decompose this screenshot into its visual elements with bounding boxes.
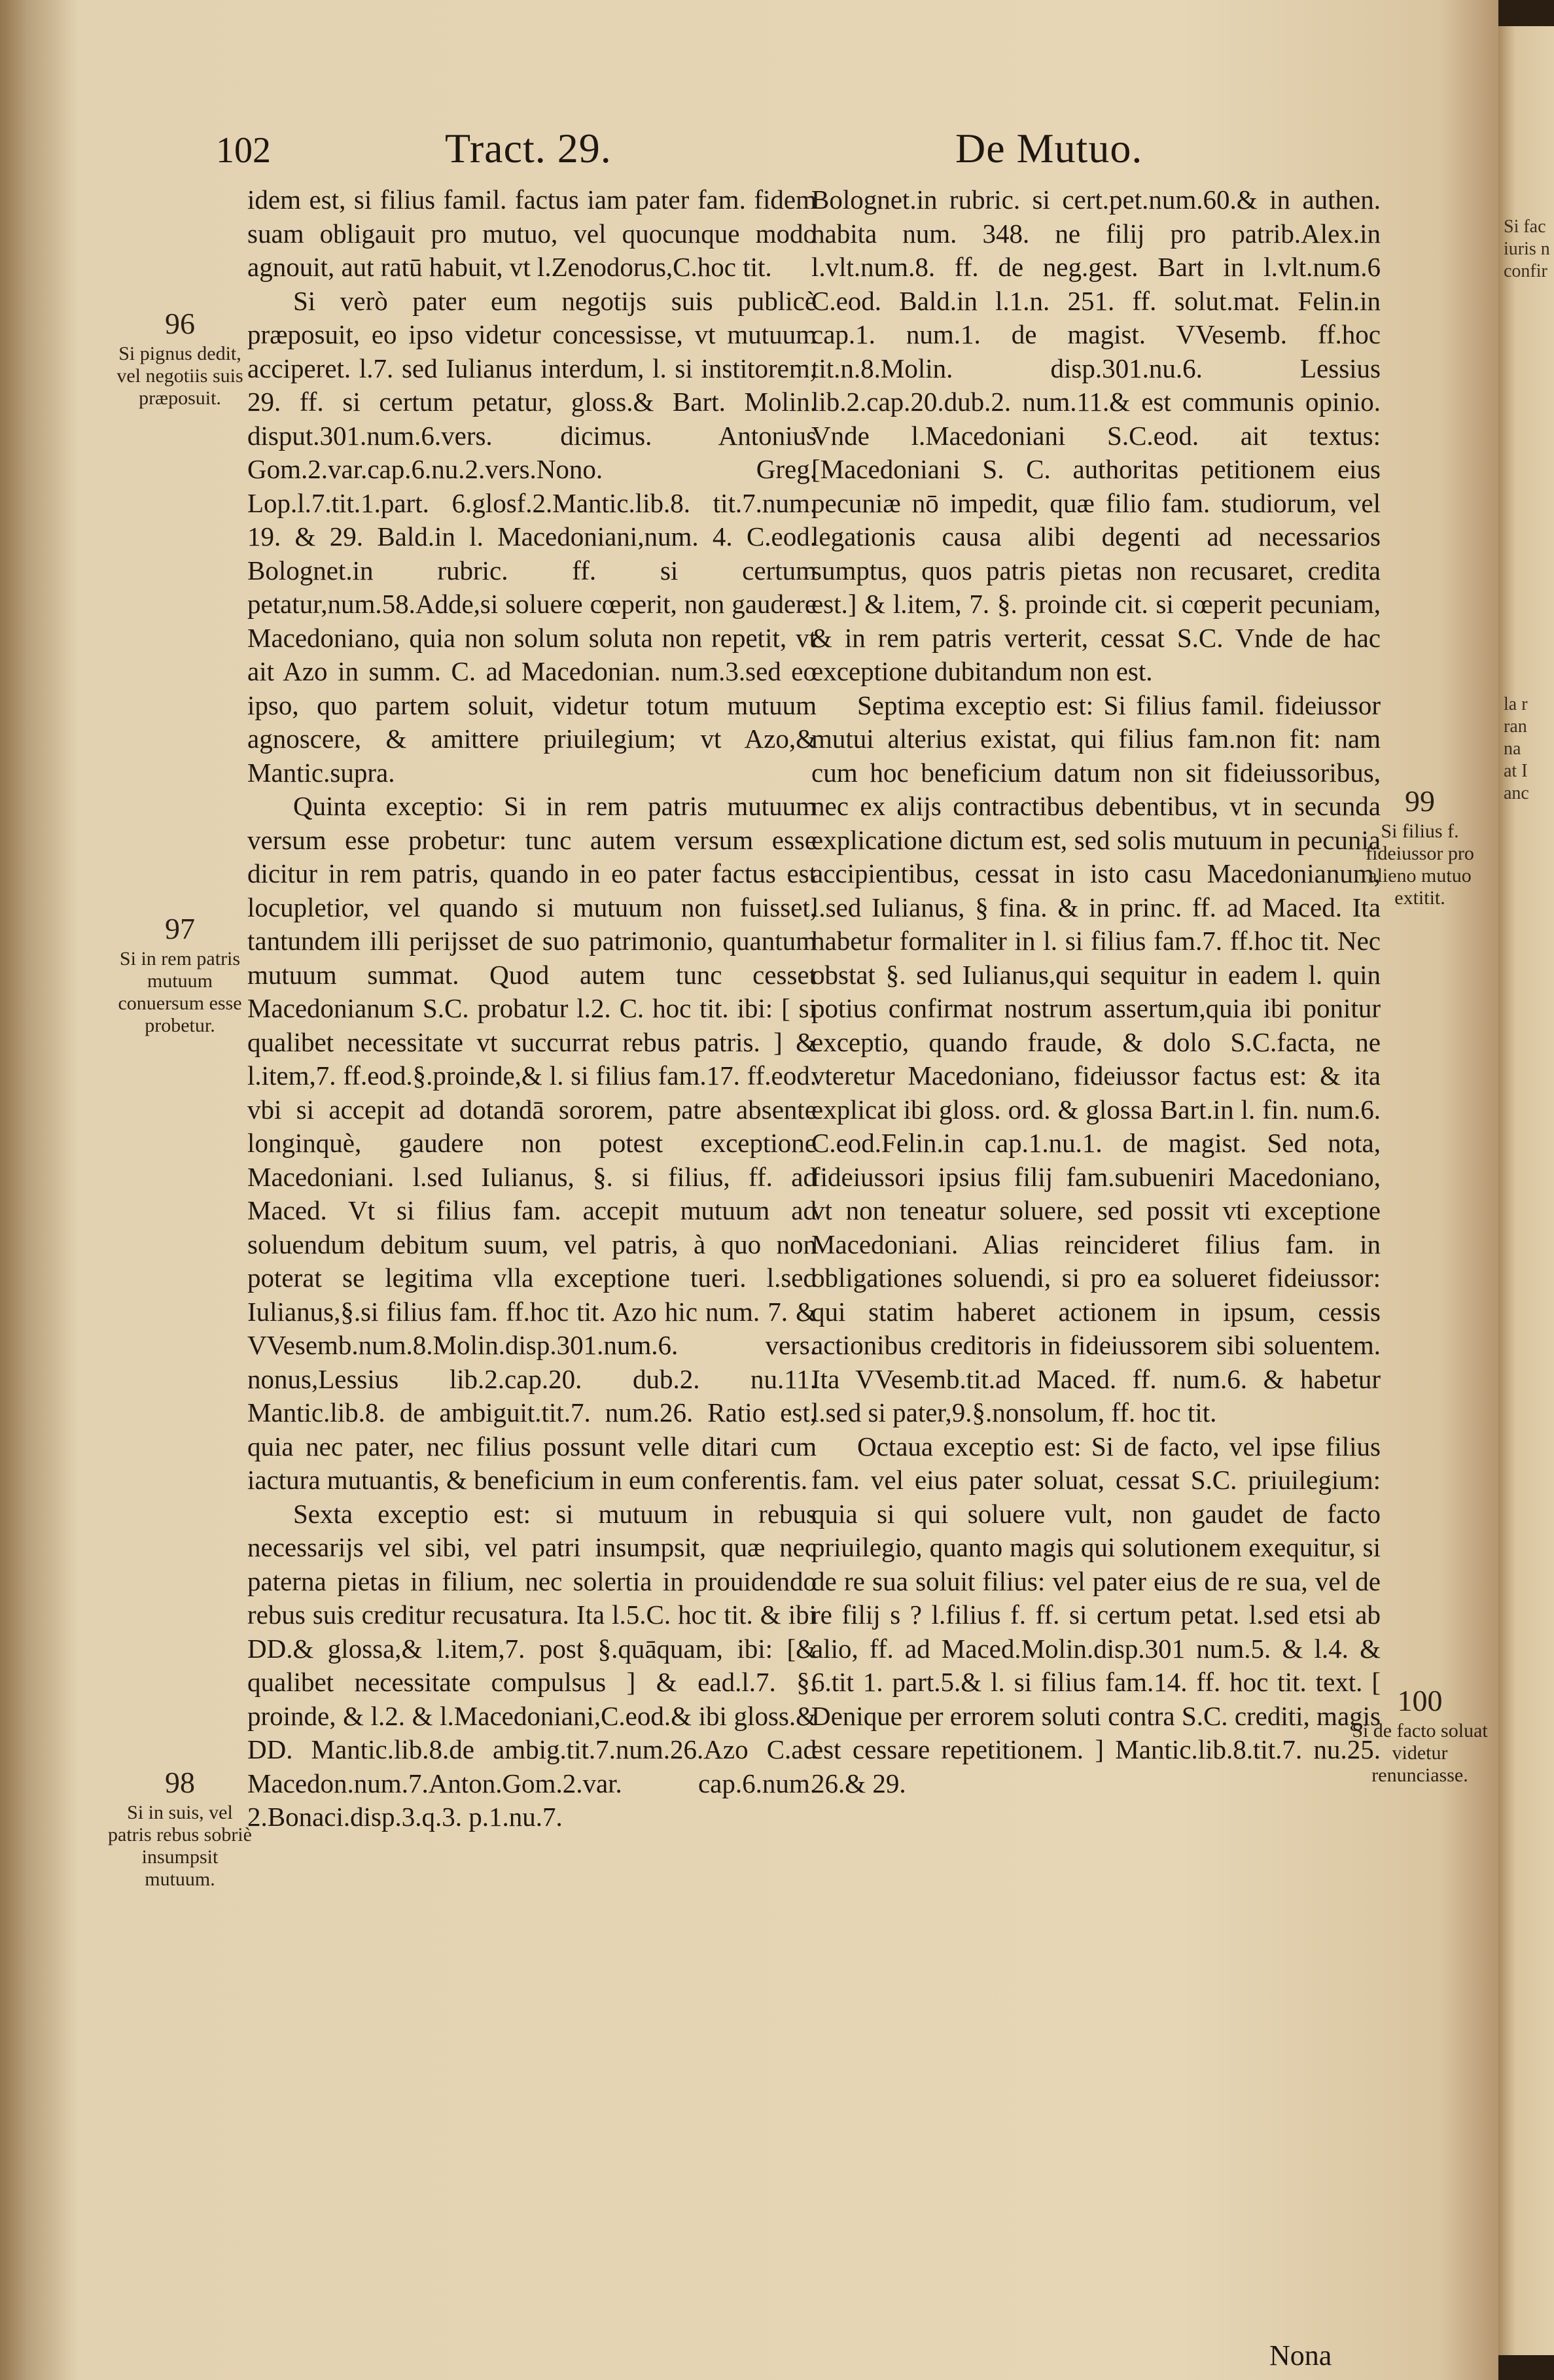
paragraph: Septima exceptio est: Si filius famil. fideiussor mutui alterius existat, qui filius fam.non fit: nam cum hoc beneficium datum non sit fideiussoribus, nec ex alijs contractibus debentibus, vt in secunda explicatione dictum est, sed solis mutuum in pecunia accipientibus, cessat in isto casu Macedonianum, l.sed Iulianus, § fina. & in princ. ff. ad Maced. Ita habetur formaliter in l. si filius fam.7. ff.hoc tit. Nec obstat §. sed Iulianus,qui sequitur in eadem l. quin potius confirmat nostrum assertum,quia ibi ponitur exceptio, quando fraude, & dolo S.C.facta, ne vteretur Macedoniano, fideiussor factus est: & ita explicat ibi gloss. ord. & glossa Bart.in l. fin. num.6. C.eod.Felin.in cap.1.nu.1. de magist. Sed nota, fideiussori ipsius filij fam.subueniri Macedoniano, vt non teneatur soluere, sed possit vti exceptione Macedoniani. Alias reincideret filius fam. in obligationes soluendi, si pro ea solueret fideiussor: qui statim haberet actionem in ipsum, cessis actionibus creditoris in fideiussorem sibi soluentem. Ita VVesemb.tit.ad Maced. ff. num.6. & habetur l.sed si pater,9.§.nonsolum, ff. hoc tit. — [811, 690, 1381, 1427]
margin-note-number: 97 — [165, 912, 195, 945]
paragraph: Bolognet.in rubric. si cert.pet.num.60.& in authen. habita num. 348. ne filij pro patrib.Alex.in l.vlt.num.8. ff. de neg.gest. Bart in l.vlt.num.6 C.eod. Bald.in l.1.n. 251. ff. solut.mat. Felin.in cap.1. num.1. de magist. VVesemb. ff.hoc tit.n.8.Molin. disp.301.nu.6. Lessius lib.2.cap.20.dub.2. num.11.& est communis opinio. Vnde l.Macedoniani S.C.eod. ait textus: [Macedoniani S. C. authoritas petitionem eius pecuniæ nō impedit, quæ filio fam. studiorum, vel legationis causa alibi degenti ad necessarios sumptus, quos patris pietas non recusaret, credita est.] & l.item, 7. §. proinde cit. si cœperit pecuniam, & in rem patris verterit, cessat S.C. Vnde de hac exceptione dubitandum non est. — [811, 184, 1381, 686]
page-number: 102 — [216, 130, 271, 171]
margin-note-number: 96 — [165, 307, 195, 340]
binding-shadow — [0, 0, 79, 2380]
paragraph: Quinta exceptio: Si in rem patris mutuum versum esse probetur: tunc autem versum esse dicitur in rem patris, quando in eo pater factus est locupletior, vel quando si mutuum non fuisset, tantundem illi perijsset de suo patrimonio, quantum mutuum summat. Quod autem tunc cesset Macedonianum S.C. probatur l.2. C. hoc tit. ibi: [ si qualibet necessitate vt succurrat rebus patris. ] & l.item,7. ff.eod.§.proinde,& l. si filius fam.17. ff.eod. vbi si accepit ad dotandā sororem, patre absente longinquè, gaudere non potest exceptione Macedoniani. l.sed Iulianus, §. si filius, ff. ad Maced. Vt si filius fam. accepit mutuum ad soluendum debitum suum, vel patris, à quo non poterat se legitima vlla exceptione tueri. l.sed Iulianus,§.si filius fam. ff.hoc tit. Azo hic num. 7. & VVesemb.num.8.Molin.disp.301.num.6. vers. nonus,Lessius lib.2.cap.20. dub.2. nu.11. Mantic.lib.8. de ambiguit.tit.7. num.26. Ratio est, quia nec pater, nec filius possunt velle ditari cum iactura mutuantis, & beneficium in eum conferentis. — [247, 791, 817, 1495]
paragraph: Si verò pater eum negotijs suis publicè præposuit, eo ipso videtur concessisse, vt mutuum acciperet. l.7. sed Iulianus interdum, l. si institorem, 29. ff. si certum petatur, gloss.& Bart. Molin. disput.301.num.6.vers. dicimus. Antonius Gom.2.var.cap.6.nu.2.vers.Nono. Greg. Lop.l.7.tit.1.part. 6.glosf.2.Mantic.lib.8. tit.7.num. 19. & 29. Bald.in l. Macedoniani,num. 4. C.eod. Bolognet.in rubric. ff. si certum petatur,num.58.Adde,si soluere cœperit, non gaudere Macedoniano, quia non solum soluta non repetit, vt ait Azo in summ. C. ad Macedonian. num.3.sed eo ipso, quo partem soluit, videtur totum mutuum agnoscere, & amittere priuilegium; vt Azo,& Mantic.supra. — [247, 285, 817, 788]
margin-note-98 — [105, 1766, 255, 1891]
margin-note-text: Si filius f. fideiussor pro alieno mutuo extitit. — [1366, 820, 1474, 909]
paragraph: idem est, si filius famil. factus iam pater fam. fidem suam obligauit pro mutuo, vel quocunque modo agnouit, aut ratū habuit, vt l.Zenodorus,C.hoc tit. — [247, 184, 817, 282]
catchword: Nona — [1269, 2339, 1332, 2371]
paragraph: Octaua exceptio est: Si de facto, vel ipse filius fam. vel eius pater soluat, cessat S.C. priuilegium: quia si qui soluere vult, non gaudet de facto priuilegio, quanto magis qui solutionem exequitur, si de re sua soluit filius: vel pater eius de re sua, vel de re filij s ? l.filius f. ff. si certum petat. l.sed etsi ab alio, ff. ad Maced.Molin.disp.301 num.5. & l.4. & 6.tit 1. part.5.& l. si filius fam.14. ff. hoc tit. text. [ Denique per errorem soluti contra S.C. crediti, magis est cessare repetitionem. ] Mantic.lib.8.tit.7. nu.25. 26.& 29. — [811, 1431, 1381, 1798]
left-text-column — [247, 183, 817, 1834]
margin-note-text: Si de facto soluat videtur renunciasse. — [1352, 1720, 1488, 1786]
margin-note-97 — [105, 913, 255, 1037]
running-header — [0, 124, 1498, 177]
next-page-fragment: la r ran na at I anc — [1504, 694, 1529, 803]
margin-note-text: Si in suis, vel patris rebus sobriè insumpsit mutuum. — [108, 1802, 252, 1890]
next-page-fragment: Si fac iuris n confir — [1504, 217, 1550, 281]
next-page-edge — [1498, 26, 1554, 2355]
margin-note-100 — [1351, 1685, 1489, 1787]
margin-note-99 — [1351, 785, 1489, 909]
margin-note-number: 99 — [1405, 784, 1435, 818]
right-text-column — [811, 183, 1381, 1800]
running-topic: De Mutuo. — [955, 125, 1143, 171]
running-title: Tract. 29. — [445, 125, 612, 171]
margin-note-text: Si in rem patris mutuum conuersum esse probetur. — [118, 948, 242, 1036]
margin-note-number: 98 — [165, 1766, 195, 1799]
paragraph: Sexta exceptio est: si mutuum in rebus necessarijs vel sibi, vel patri insumpsit, quæ nec paterna pietas in filium, nec solertia in prouidendo rebus suis creditur recusatura. Ita l.5.C. hoc tit. & ibi DD.& glossa,& l.item,7. post §.quāquam, ibi: [& qualibet necessitate compulsus ] & ead.l.7. §. proinde, & l.2. & l.Macedoniani,C.eod.& ibi gloss.& DD. Mantic.lib.8.de ambig.tit.7.num.26.Azo C.ad Macedon.num.7.Anton.Gom.2.var. cap.6.num. 2.Bonaci.disp.3.q.3. p.1.nu.7. — [247, 1498, 817, 1832]
margin-note-96 — [105, 307, 255, 410]
margin-note-number: 100 — [1397, 1684, 1443, 1717]
margin-note-text: Si pignus dedit, vel negotiis suis præposuit. — [116, 343, 243, 409]
